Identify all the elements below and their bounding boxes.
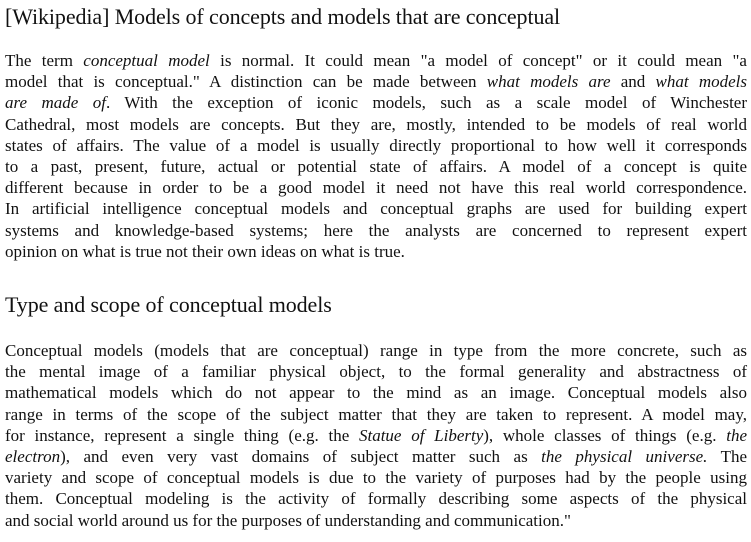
text-run: is normal. It could mean "a model of concept" or it could mean "a [209, 51, 747, 70]
text-line [5, 71, 747, 92]
italic-text-run: Statue of Liberty [358, 425, 484, 445]
italic-text-run: conceptual model [83, 51, 210, 70]
italic-text-run: are made of [5, 93, 106, 113]
text-run: them. Conceptual modeling is the activity of formally describing some aspects of the physical [5, 489, 747, 509]
text-run: and social world around us for the purposes of understanding and communication." [5, 510, 571, 530]
document-title: [Wikipedia] Models of concepts and models that are conceptual [5, 4, 561, 29]
text-run: ), and even very vast domains of subject matter such as [60, 447, 542, 467]
text-run: ), whole classes of things (e.g. [483, 425, 727, 445]
text-run: Conceptual models (models that are conceptual) range in type from the more concrete, such as [5, 341, 747, 360]
text-run: for instance, represent a single thing (e.g. the [5, 425, 359, 445]
text-run: mathematical models which do not appear to the mind as an image. Conceptual models also [5, 383, 747, 403]
text-line [5, 510, 747, 531]
text-line [5, 50, 747, 71]
text-run: the mental image of a familiar physical object, to the formal generality and abstractness of [5, 362, 747, 382]
text-line [5, 177, 747, 198]
text-line [5, 156, 747, 177]
italic-text-run: the physical universe. [541, 447, 708, 467]
text-line [5, 425, 747, 446]
text-line [5, 135, 747, 156]
text-run: opinion on what is true not their own ideas on what is true. [5, 241, 405, 261]
italic-text-run: what models are [486, 72, 611, 92]
text-run: Cathedral, most models are concepts. But they are, mostly, intended to be models of real world [5, 114, 747, 134]
italic-text-run: what models [655, 72, 748, 92]
text-run: systems and knowledge-based systems; here the analysts are concerned to represent expert [5, 220, 747, 240]
text-line [5, 198, 747, 219]
text-line [5, 467, 747, 488]
text-run: different because in order to be a good model it need not have this real world correspondence. [5, 178, 747, 198]
text-run: In artificial intelligence conceptual models and conceptual graphs are used for building expert [5, 199, 747, 219]
text-line [5, 241, 747, 262]
text-line [5, 340, 747, 361]
text-run: variety and scope of conceptual models is due to the variety of purposes had by the people using [5, 468, 747, 488]
text-line [5, 92, 747, 113]
text-run: and [610, 72, 656, 92]
text-run: range in terms of the scope of the subject matter that they are taken to represent. A model may, [5, 404, 747, 424]
text-run: states of affairs. The value of a model is usually directly proportional to how well it corresponds [5, 135, 747, 155]
text-line [5, 382, 747, 403]
text-run: The [707, 447, 748, 467]
text-line [5, 404, 747, 425]
text-run: . With the exception of iconic models, such as a scale model of Winchester [106, 93, 748, 113]
text-line [5, 114, 747, 135]
italic-text-run: electron [5, 447, 61, 467]
text-run: to a past, present, future, actual or potential state of affairs. A model of a concept is quite [5, 157, 747, 177]
text-run: The term [5, 51, 84, 70]
italic-text-run: the [726, 425, 747, 445]
paragraph-type-and-scope [5, 340, 747, 531]
text-line [5, 361, 747, 382]
text-line [5, 220, 747, 241]
text-line [5, 446, 747, 467]
text-run: model that is conceptual." A distinction can be made between [5, 72, 487, 92]
paragraph-conceptual-model [5, 50, 747, 262]
section-heading-type-and-scope: Type and scope of conceptual models [5, 292, 332, 317]
text-line [5, 488, 747, 509]
